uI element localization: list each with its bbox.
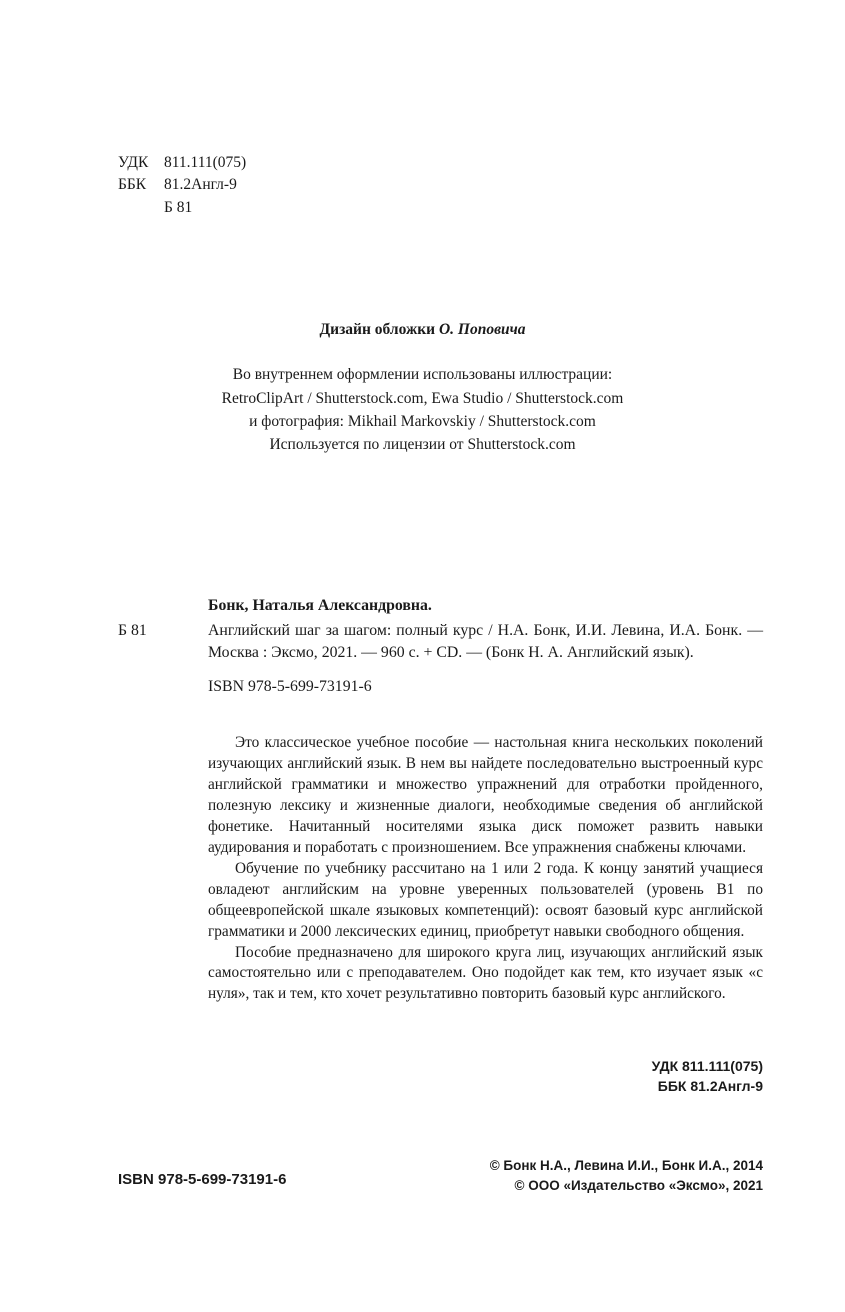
cover-design-name: О. Поповича [438, 321, 526, 338]
bbk-value: 81.2Англ-9 [164, 176, 237, 194]
biblio-author: Бонк, Наталья Александровна. [208, 597, 432, 614]
classification-repeat-bbk: ББК 81.2Англ-9 [657, 1077, 763, 1094]
biblio-isbn: ISBN 978-5-699-73191-6 [208, 678, 372, 696]
biblio-description: Английский шаг за шагом: полный курс / Н.А. Бонк, И.И. Левина, И.А. Бонк. — Москва : Эксмо, 2021. — 960 с. + CD. — (Бонк Н. А. Английский язык). [208, 622, 763, 661]
shelf-mark-row [118, 197, 246, 219]
credits-block [0, 318, 845, 456]
shelf-mark-value: Б 81 [164, 198, 193, 216]
annotation-paragraph: Обучение по учебнику рассчитано на 1 или 2 года. К концу занятий учащиеся овладеют английским на уровне уверенных пользователей (уровень B1 по общеевропейской шкале языковых компетенций): освоят базовый курс английской грамматики и 2000 лексических единиц, приобретут навыки свободного общения. [208, 859, 763, 940]
udk-value: 811.111(075) [164, 154, 247, 171]
cover-design-prefix: Дизайн обложки [319, 321, 439, 338]
annotation-paragraph: Пособие предназначено для широкого круга лиц, изучающих английский язык самостоятельно или с преподавателем. Оно подойдет как тем, кто изучает язык «с нуля», так и тем, кто хочет результативно повторить базовый курс английского. [208, 943, 763, 1003]
classification-repeat-udk: УДК 811.111(075) [651, 1058, 763, 1074]
biblio-shelf-mark: Б 81 [118, 622, 147, 640]
copyright-line-2: © ООО «Издательство «Эксмо», 2021 [514, 1178, 763, 1194]
cover-design-line [0, 318, 845, 341]
udk-row [118, 152, 246, 174]
bbk-row [118, 174, 246, 196]
copyright-line-1: © Бонк Н.А., Левина И.И., Бонк И.А., 2014 [489, 1158, 763, 1173]
footer-copyright [490, 1156, 763, 1197]
classification-block [118, 152, 246, 219]
annotation-block [208, 733, 763, 1005]
classification-repeat [652, 1057, 763, 1096]
illustrations-line-3: и фотография: Mikhail Markovskiy / Shutterstock.com [249, 412, 596, 430]
bbk-label: ББК [118, 176, 147, 194]
bibliographic-record [118, 595, 763, 698]
illustrations-line-1: Во внутреннем оформлении использованы иллюстрации: [232, 366, 613, 384]
biblio-description-row [118, 620, 763, 663]
annotation-paragraph: Это классическое учебное пособие — настольная книга нескольких поколений изучающих английский язык. В нем вы найдете последовательно выстроенный курс английской грамматики и множество упражнений для отработки пройденного, полезную лексику и жизненные диалоги, необходимые сведения об английской фонетике. Начитанный носителями языка диск поможет развить навыки аудирования и поработать с произношением. Все упражнения снабжены ключами. [208, 734, 763, 856]
udk-label: УДК [118, 154, 149, 171]
illustrations-line-4: Используется по лицензии от Shutterstock.com [269, 436, 576, 453]
footer-isbn: ISBN 978-5-699-73191-6 [118, 1171, 287, 1188]
illustrations-line-2: RetroClipArt / Shutterstock.com, Ewa Studio / Shutterstock.com [221, 389, 624, 407]
